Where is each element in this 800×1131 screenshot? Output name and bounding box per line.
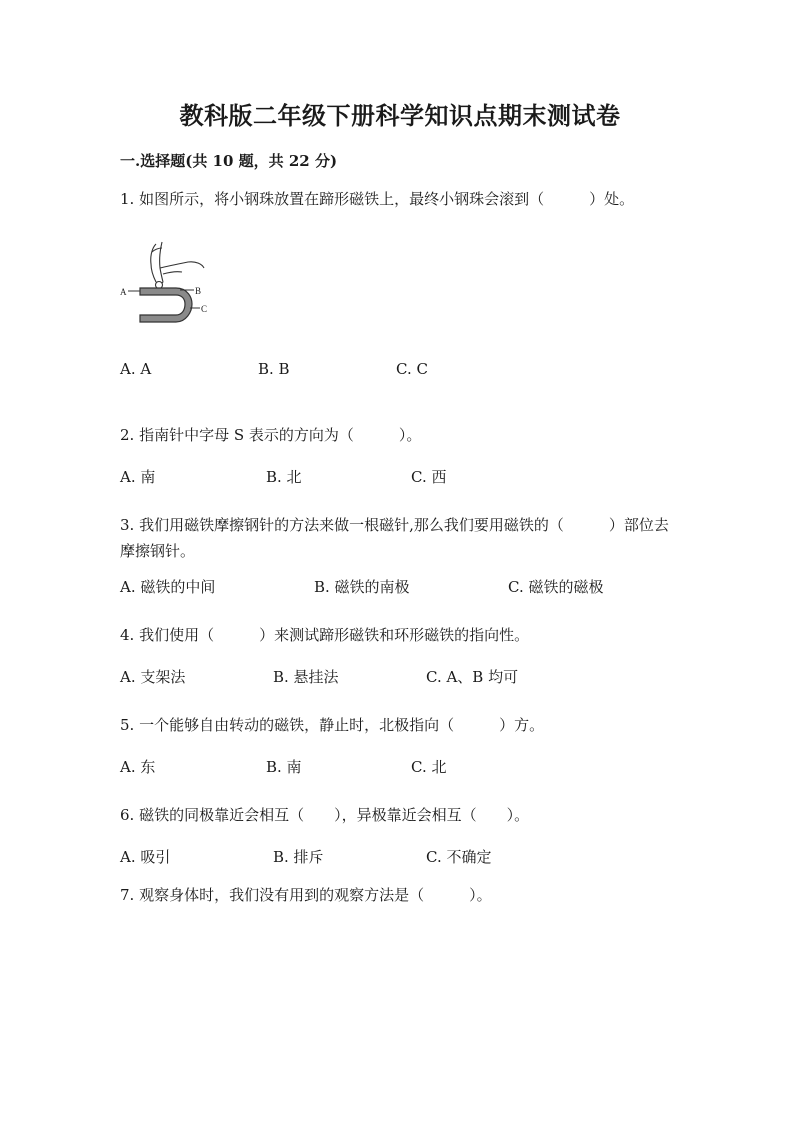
option-c[interactable]: C. 北 (411, 758, 447, 776)
page-title: 教科版二年级下册科学知识点期末测试卷 (179, 101, 621, 130)
option-c[interactable]: C. 不确定 (426, 848, 492, 866)
question-3: 3. 我们用磁铁摩擦钢针的方法来做一根磁针,那么我们要用磁铁的（ ）部位去摩擦钢针。 (120, 516, 669, 560)
question-6: 6. 磁铁的同极靠近会相互（ ），异极靠近会相互（ ）。 (120, 806, 530, 824)
option-a[interactable]: A. 磁铁的中间 (120, 578, 216, 596)
option-b[interactable]: B. B (258, 360, 290, 378)
question-1: 1. 如图所示，将小钢珠放置在蹄形磁铁上，最终小钢珠会滚到（ ）处。 (120, 190, 635, 208)
label-b: B (195, 286, 202, 296)
option-b[interactable]: B. 北 (266, 468, 302, 486)
options-5 (120, 756, 720, 780)
horseshoe-magnet-figure (118, 238, 218, 334)
option-a[interactable]: A. 南 (120, 468, 156, 486)
option-b[interactable]: B. 悬挂法 (273, 668, 339, 686)
question-7: 7. 观察身体时，我们没有用到的观察方法是（ ）。 (120, 886, 492, 904)
option-c[interactable]: C. A、B 均可 (426, 668, 519, 686)
options-4 (120, 666, 720, 690)
option-b[interactable]: B. 排斥 (273, 848, 324, 866)
options-6 (120, 846, 720, 870)
option-c[interactable]: C. C (396, 360, 428, 378)
label-a: A (120, 287, 127, 297)
label-c: C (201, 304, 208, 314)
option-a[interactable]: A. 吸引 (120, 848, 171, 866)
options-2 (120, 466, 720, 490)
question-4: 4. 我们使用（ ）来测试蹄形磁铁和环形磁铁的指向性。 (120, 626, 530, 644)
option-c[interactable]: C. 磁铁的磁极 (508, 578, 604, 596)
option-b[interactable]: B. 南 (266, 758, 302, 776)
section-heading: 一.选择题(共 10 题，共 22 分) (120, 152, 338, 170)
option-a[interactable]: A. 东 (120, 758, 156, 776)
option-a[interactable]: A. 支架法 (120, 668, 186, 686)
option-a[interactable]: A. A (120, 360, 152, 378)
option-c[interactable]: C. 西 (411, 468, 447, 486)
question-5: 5. 一个能够自由转动的磁铁，静止时，北极指向（ ）方。 (120, 716, 545, 734)
question-2: 2. 指南针中字母 S 表示的方向为（ ）。 (120, 426, 422, 444)
options-1 (120, 360, 720, 384)
options-3 (120, 576, 720, 600)
option-b[interactable]: B. 磁铁的南极 (314, 578, 410, 596)
